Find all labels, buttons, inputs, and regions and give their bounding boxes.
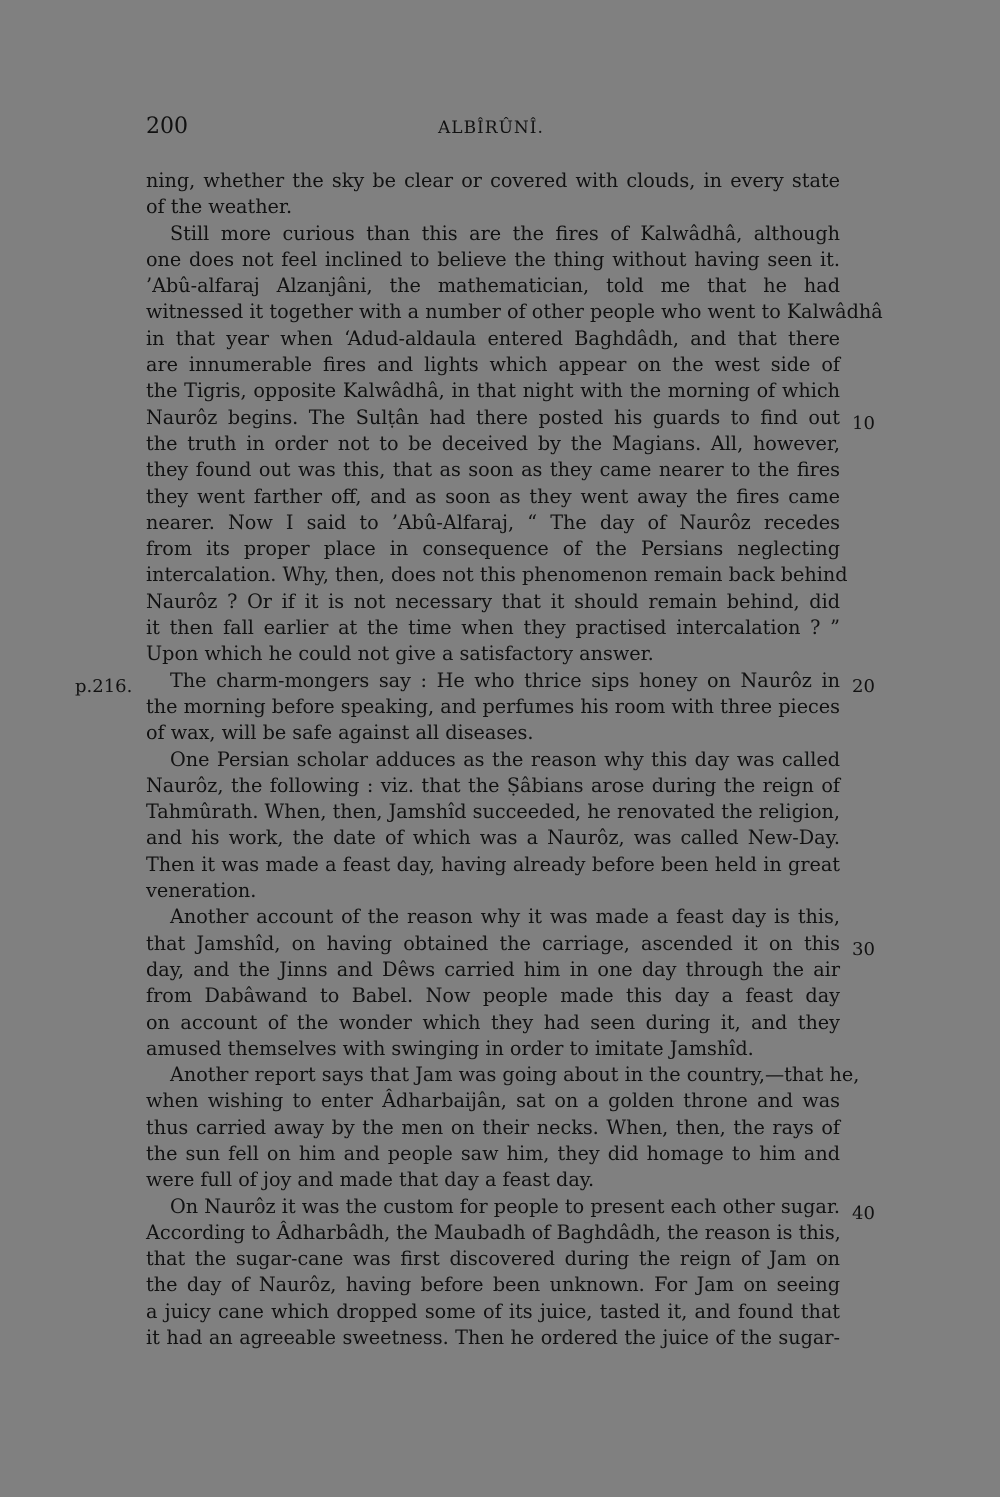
margin-line-number: 20 <box>852 676 875 697</box>
text-line: that Jamshîd, on having obtained the carriage, ascended it on this <box>146 931 840 955</box>
text-line: amused themselves with swinging in order to imitate Jamshîd. <box>146 1036 754 1060</box>
text-line: Another account of the reason why it was made a feast day is this, <box>170 905 840 929</box>
margin-page-reference: p.216. <box>75 676 133 697</box>
text-line: Then it was made a feast day, having already before been held in great <box>146 852 840 876</box>
text-line: and his work, the date of which was a Naurôz, was called New-Day. <box>146 826 840 850</box>
text-line: ’Abû-alfaraj Alzanjâni, the mathematician, told me that he had <box>146 274 840 298</box>
text-line: Naurôz, the following : viz. that the Ṣâbians arose during the reign of <box>146 773 840 797</box>
text-line: from its proper place in consequence of the Persians neglecting <box>146 537 840 561</box>
text-line: On Naurôz it was the custom for people to present each other sugar. <box>170 1194 840 1218</box>
text-line: one does not feel inclined to believe the thing without having seen it. <box>146 247 840 271</box>
text-line: According to Âdharbâdh, the Maubadh of Baghdâdh, the reason is this, <box>146 1220 841 1244</box>
text-line: the day of Naurôz, having before been unknown. For Jam on seeing <box>146 1273 840 1297</box>
text-line: Still more curious than this are the fires of Kalwâdhâ, although <box>170 221 840 245</box>
text-line: intercalation. Why, then, does not this phenomenon remain back behind <box>146 563 848 587</box>
margin-line-number: 10 <box>852 413 875 434</box>
text-line: they went farther off, and as soon as they went away the fires came <box>146 484 840 508</box>
text-line: are innumerable fires and lights which appear on the west side of <box>146 353 840 377</box>
text-line: The charm-mongers say : He who thrice sips honey on Naurôz in <box>170 668 840 692</box>
text-line: in that year when ‘Adud-aldaula entered Baghdâdh, and that there <box>146 326 840 350</box>
text-line: it had an agreeable sweetness. Then he ordered the juice of the sugar- <box>146 1326 840 1350</box>
margin-line-number: 30 <box>852 939 875 960</box>
text-line: Another report says that Jam was going about in the country,—that he, <box>170 1063 860 1087</box>
running-head: ALBÎRÛNÎ. <box>438 118 544 138</box>
text-line: thus carried away by the men on their necks. When, then, the rays of <box>146 1115 840 1139</box>
text-line: Naurôz ? Or if it is not necessary that it should remain behind, did <box>146 589 840 613</box>
margin-line-number: 40 <box>852 1203 875 1224</box>
text-line: on account of the wonder which they had seen during it, and they <box>146 1010 840 1034</box>
text-line: ning, whether the sky be clear or covered with clouds, in every state <box>146 169 840 192</box>
text-line: they found out was this, that as soon as they came nearer to the fires <box>146 458 840 482</box>
text-line: from Dabâwand to Babel. Now people made this day a feast day <box>146 984 840 1008</box>
text-line: the morning before speaking, and perfumes his room with three pieces <box>146 694 840 718</box>
text-line: nearer. Now I said to ’Abû-Alfaraj, “ The day of Naurôz recedes <box>146 510 840 534</box>
text-line: Tahmûrath. When, then, Jamshîd succeeded, he renovated the religion, <box>146 800 840 824</box>
text-line: the Tigris, opposite Kalwâdhâ, in that night with the morning of which <box>146 379 840 403</box>
text-line: were full of joy and made that day a feast day. <box>146 1168 595 1192</box>
text-line: it then fall earlier at the time when they practised intercalation ? ” <box>146 616 840 640</box>
text-line: veneration. <box>146 879 257 903</box>
page-number: 200 <box>146 114 188 139</box>
text-line: Naurôz begins. The Sulṭân had there posted his guards to find out <box>146 405 840 429</box>
text-line: of the weather. <box>146 195 293 219</box>
text-line: the truth in order not to be deceived by the Magians. All, however, <box>146 431 840 455</box>
text-line: day, and the Jinns and Dêws carried him in one day through the air <box>146 957 840 981</box>
text-line: a juicy cane which dropped some of its juice, tasted it, and found that <box>146 1299 840 1323</box>
text-line: that the sugar-cane was first discovered during the reign of Jam on <box>146 1247 840 1271</box>
text-line: of wax, will be safe against all diseases. <box>146 721 534 745</box>
text-line: the sun fell on him and people saw him, they did homage to him and <box>146 1141 840 1165</box>
text-line: One Persian scholar adduces as the reason why this day was called <box>170 747 840 771</box>
text-line: when wishing to enter Âdharbaijân, sat on a golden throne and was <box>146 1089 840 1113</box>
text-line: Upon which he could not give a satisfactory answer. <box>146 642 654 666</box>
text-line: witnessed it together with a number of other people who went to Kalwâdhâ <box>146 300 883 324</box>
